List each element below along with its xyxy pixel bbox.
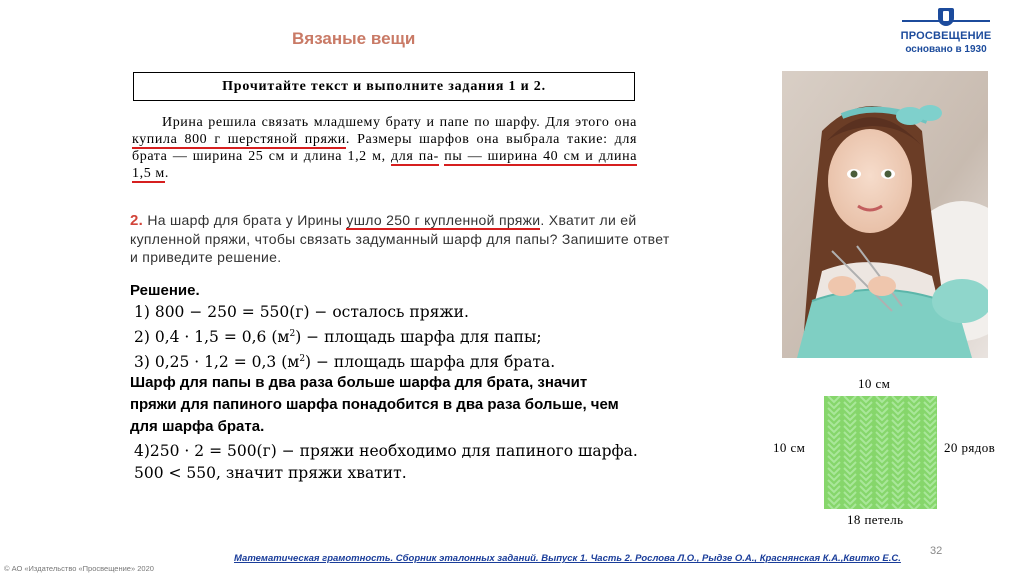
task-number: 2. [130, 212, 144, 229]
intro-part-2: . Размеры шарфов она выбрала такие: для брата — ширина 25 см и длина 1,2 м, [132, 132, 637, 164]
solution-notes [130, 372, 670, 438]
intro-underline-purchase: купила 800 г шерстяной пряжи [132, 132, 346, 147]
solution-step-5: 500 < 550, значит пряжи хватит. [134, 464, 407, 482]
girl-knitting-photo [782, 71, 988, 358]
knit-stitches-label: 18 петель [847, 512, 904, 527]
knit-width-label: 10 см [858, 376, 891, 391]
intro-part-1: Ирина решила связать младшему брату и папе по шарфу. Для этого она [162, 115, 637, 130]
solution-step-4: 4)250 · 2 = 500(г) − пряжи необходимо для папиного шарфа. [134, 442, 638, 460]
knit-sample-swatch [824, 396, 937, 509]
logo-name: ПРОСВЕЩЕНИЕ [900, 30, 992, 42]
task-underline: ушло 250 г купленной пряжи [346, 212, 541, 228]
task-text-1: На шарф для брата у Ирины [143, 212, 347, 228]
solution-note-1: Шарф для папы в два раза больше шарфа для брата, значит [130, 374, 588, 391]
knit-rows-label: 20 рядов [944, 440, 996, 455]
intro-part-3: . [164, 166, 169, 181]
task-2 [130, 211, 675, 266]
slide-title: Вязаные вещи [292, 29, 416, 48]
solution-step-2: 2) 0,4 · 1,5 = 0,6 $(м^2)$ − площадь шарфа для папы; [134, 328, 542, 347]
solution-block [130, 282, 690, 482]
page-number: 32 [930, 545, 943, 557]
intro-underline-dad-a: для па- [391, 149, 439, 164]
solution-step-1: 1) 800 − 250 = 550(г) − осталось пряжи. [134, 303, 469, 321]
solution-note-2: пряжи для папиного шарфа понадобится в два раза больше, чем [130, 396, 619, 413]
task-text-2: . Хватит ли ей купленной пряжи, чтобы связать задуманный шарф для папы? Запишите ответ и приведите решение. [130, 212, 670, 265]
intro-underline-dad-b: пы — ширина 40 см и длина 1,5 м [132, 149, 638, 181]
knit-pattern [824, 396, 937, 509]
solution-note-3: для шарфа брата. [130, 418, 265, 435]
solution-heading: Решение. [130, 282, 200, 299]
logo-founded: основано в 1930 [905, 44, 987, 55]
publisher-logo [896, 6, 996, 55]
solution-step-3: 3) 0,25 · 1,2 = 0,3 $(м^2)$ − площадь шарфа для брата. [134, 353, 556, 372]
copyright-text: © АО «Издательство «Просвещение» 2020 [4, 564, 154, 573]
instruction-text: Прочитайте текст и выполните задания 1 и 2. [222, 78, 546, 94]
logo-emblem-icon [896, 6, 996, 28]
instruction-box [133, 72, 635, 101]
knit-height-label: 10 см [773, 440, 806, 455]
source-citation-link[interactable]: Математическая грамотность. Сборник эталонных заданий. Выпуск 1. Часть 2. Рослова Л.О., Рыдзе О.А., Краснянская К.А.,Квитко Е.С. [234, 553, 901, 564]
intro-text [132, 114, 637, 182]
